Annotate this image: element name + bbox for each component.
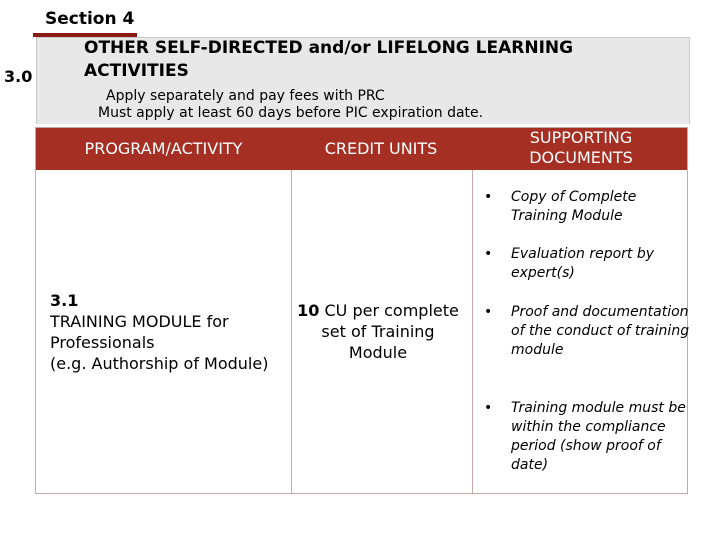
credit-value: 10 (297, 301, 320, 320)
bullet-icon: • (484, 189, 493, 205)
section-number: 3.0 (4, 67, 33, 86)
header-credit: CREDIT UNITS (324, 139, 438, 158)
header-documents-line1: SUPPORTING (529, 128, 633, 147)
document-text: Proof and documentation of the conduct of training module (511, 304, 690, 358)
program-line: (e.g. Authorship of Module) (50, 354, 269, 373)
document-text: Training module must be within the compliance period (show proof of date) (511, 400, 686, 473)
credit-line-1 (288, 300, 468, 321)
bullet-icon: • (484, 400, 493, 416)
program-line: Professionals (50, 333, 155, 352)
note-deadline: Must apply at least 60 days before PIC expiration date. (98, 105, 484, 121)
header-documents (476, 128, 686, 168)
column-divider (472, 170, 473, 493)
credit-line: Module (348, 343, 408, 362)
section-notes (98, 88, 483, 122)
bullet-icon: • (484, 246, 493, 262)
section-title: OTHER SELF-DIRECTED and/or LIFELONG LEARNING ACTIVITIES (84, 38, 574, 81)
document-text: Copy of Complete Training Module (511, 189, 637, 224)
section-label: Section 4 (45, 9, 135, 29)
note-fees: Apply separately and pay fees with PRC (106, 88, 385, 104)
program-line: TRAINING MODULE for (50, 312, 229, 331)
section-tab (33, 9, 137, 37)
credit-line: set of Training (321, 322, 435, 341)
document-text: Evaluation report by expert(s) (511, 246, 655, 281)
bullet-icon: • (484, 304, 493, 320)
table-header (36, 128, 687, 170)
program-number: 3.1 (50, 291, 79, 310)
credit-cell (288, 300, 468, 363)
program-cell (50, 290, 268, 374)
credit-line: CU per complete (324, 301, 459, 320)
header-program: PROGRAM/ACTIVITY (84, 139, 243, 158)
header-documents-line2: DOCUMENTS (529, 148, 633, 167)
